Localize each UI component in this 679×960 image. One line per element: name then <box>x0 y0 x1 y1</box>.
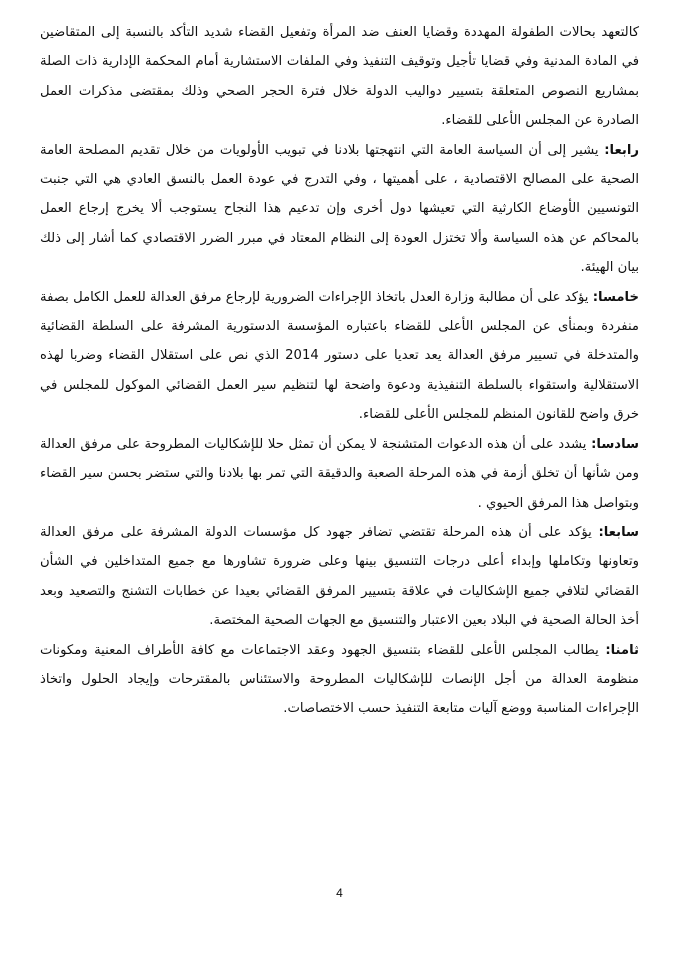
paragraph-lead: سابعا: <box>598 524 639 540</box>
paragraph-sadisan <box>40 430 639 518</box>
document-body <box>40 18 639 724</box>
paragraph-text: يطالب المجلس الأعلى للقضاء بتنسيق الجهود وعقد الاجتماعات مع كافة الأطراف المعنية ومكونات منظومة العدالة من أجل الإنصات للإشكاليات المطروحة والاستئناس بالمقترحات وإيجاد الحلول واتخاذ الإجراءات المناسبة ووضع آليات متابعة التنفيذ حسب الاختصاصات. <box>40 642 639 717</box>
paragraph-rabian <box>40 136 639 283</box>
paragraph-text: يشير إلى أن السياسة العامة التي انتهجتها بلادنا في تبويب الأولويات من خلال تقديم المصلحة العامة الصحية على المصالح الاقتصادية ، على أهميتها ، وفي التدرج في عودة العمل بالنسق العادي هي التي جنبت التونسيين الأوضاع الكارثية التي تعيشها دول أخرى وإن تدعيم هذا النجاح يستوجب ألا يخرج إرجاع العمل بالمحاكم عن هذه السياسة وألا تختزل العودة إلى النظام المعتاد في مبرر الضرر الاقتصادي كما أشار إلى ذلك بيان الهيئة. <box>40 142 639 276</box>
paragraph-lead: خامسا: <box>592 289 639 305</box>
paragraph-text: يؤكد على أن مطالبة وزارة العدل باتخاذ الإجراءات الضرورية لإرجاع مرفق العدالة للعمل الكامل بصفة منفردة وبمنأى عن المجلس الأعلى للقضاء باعتباره المؤسسة الدستورية المشرفة على السلطة القضائية والمتدخلة في تسيير مرفق العدالة يعد تعديا على دستور 2014 الذي نص على استقلال القضاء وضربا لهذه الاستقلالية واستقواء بالسلطة التنفيذية ودعوة واضحة لها لتنظيم سير العمل القضائي الموكول للمجلس في خرق واضح للقانون المنظم للمجلس الأعلى للقضاء. <box>40 289 640 423</box>
paragraph-text: كالتعهد بحالات الطفولة المهددة وقضايا العنف ضد المرأة وتفعيل القضاء شديد التأكد بالنسبة إلى المتقاضين في المادة المدنية وفي قضايا تأجيل وتوقيف التنفيذ وفي الملفات الاستشارية أمام المحكمة الإدارية ذات الصلة بمشاريع النصوص المتعلقة بتسيير دواليب الدولة خلال فترة الحجر الصحي وذلك بمقتضى مذكرات العمل الصادرة عن المجلس الأعلى للقضاء. <box>40 25 639 129</box>
paragraph-khamisan <box>40 283 639 430</box>
paragraph-lead: ثامنا: <box>605 642 639 658</box>
paragraph-lead: رابعا: <box>604 142 639 158</box>
paragraph-lead: سادسا: <box>591 436 639 452</box>
paragraph-continuation <box>40 18 639 136</box>
page-number: 4 <box>336 886 343 900</box>
paragraph-thaminan <box>40 636 639 724</box>
paragraph-text: يؤكد على أن هذه المرحلة تقتضي تضافر جهود كل مؤسسات الدولة المشرفة على مرفق العدالة وتعاونها وتكاملها وإبداء أعلى درجات التنسيق بينها وعلى ضرورة تشاورها مع جميع المتداخلين في الشأن القضائي لتلافي جميع الإشكاليات في علاقة بتسيير المرفق القضائي بعيدا عن خطابات التشنج والتصعيد وبعد أخذ الحالة الصحية في البلاد بعين الاعتبار والتنسيق مع الجهات الصحية المختصة. <box>40 524 639 629</box>
paragraph-text: يشدد على أن هذه الدعوات المتشنجة لا يمكن أن تمثل حلا للإشكاليات المطروحة على مرفق العدالة ومن شأنها أن تخلق أزمة في هذه المرحلة الصعبة والدقيقة التي تمر بها بلادنا والتي ستضر بحسن سير القضاء وبتواصل هذا المرفق الحيوي . <box>40 436 639 511</box>
paragraph-sabian <box>40 518 639 636</box>
